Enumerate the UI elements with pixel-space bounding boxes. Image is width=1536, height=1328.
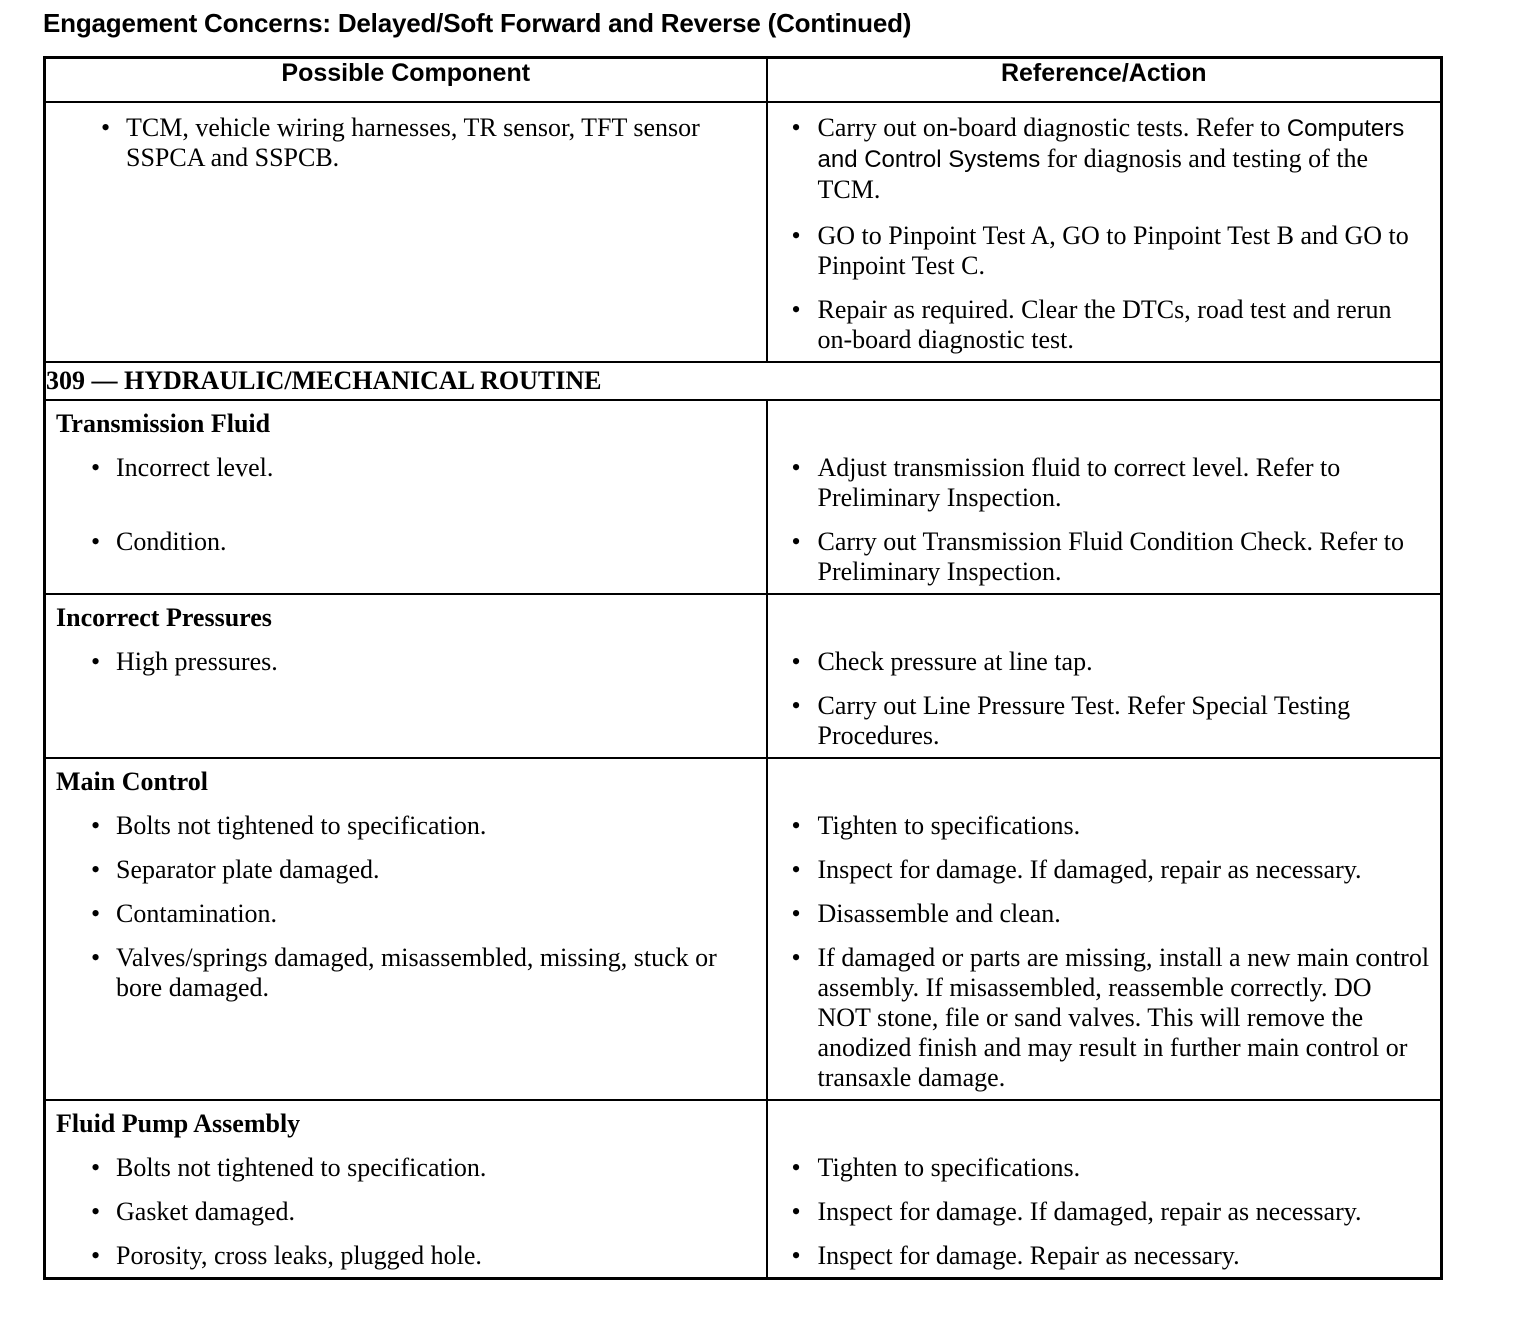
list-item: • Repair as required. Clear the DTCs, road test and rerun on-board diagnostic test. — [778, 295, 1431, 355]
list-item: • Adjust transmission fluid to correct level. Refer to Preliminary Inspection. — [778, 453, 1431, 513]
list-item — [778, 113, 1431, 205]
diagnosis-table — [43, 56, 1443, 1280]
reference-link: Computers and Control Systems — [817, 115, 1405, 173]
list-item: • High pressures. — [46, 647, 756, 677]
list-item: • GO to Pinpoint Test A, GO to Pinpoint Test B and GO to Pinpoint Test C. — [778, 221, 1431, 281]
list-item: • Gasket damaged. — [46, 1197, 756, 1227]
component-cell — [45, 758, 767, 1100]
section-title: Incorrect Pressures — [56, 603, 272, 632]
list-item: • TCM, vehicle wiring harnesses, TR sensor, TFT sensor SSPCA and SSPCB. — [56, 113, 756, 173]
list-item: • Valves/springs damaged, misassembled, missing, stuck or bore damaged. — [46, 943, 756, 1003]
component-cell — [45, 594, 767, 758]
list-item: • Inspect for damage. If damaged, repair as necessary. — [778, 1197, 1431, 1227]
list-item: • Separator plate damaged. — [46, 855, 756, 885]
list-item: • If damaged or parts are missing, install a new main control assembly. If misassembled, reassemble correctly. DO NOT stone, file or sand valves. This will remove the anodized finish and may result in further main control or transaxle damage. — [778, 943, 1431, 1093]
component-cell — [45, 1100, 767, 1279]
section-banner-row — [45, 362, 1442, 400]
section-title: Main Control — [56, 767, 208, 796]
action-cell — [767, 400, 1442, 594]
list-item: • Porosity, cross leaks, plugged hole. — [46, 1241, 756, 1271]
list-item: • Bolts not tightened to specification. — [46, 811, 756, 841]
list-item: • Tighten to specifications. — [778, 811, 1431, 841]
section-banner: 309 — HYDRAULIC/MECHANICAL ROUTINE — [45, 362, 1442, 400]
list-item: • Inspect for damage. If damaged, repair as necessary. — [778, 855, 1431, 885]
section-row — [45, 594, 1442, 758]
action-text: for diagnosis and testing of the TCM. — [817, 144, 1369, 204]
action-text: Carry out on-board diagnostic tests. Refer to — [817, 113, 1281, 142]
list-item: • Incorrect level. — [46, 453, 756, 483]
list-item: • Carry out Transmission Fluid Condition Check. Refer to Preliminary Inspection. — [778, 527, 1431, 587]
section-row — [45, 400, 1442, 594]
page-title: Engagement Concerns: Delayed/Soft Forward and Reverse (Continued) — [43, 8, 912, 38]
action-cell — [767, 758, 1442, 1100]
header-possible-component: Possible Component — [45, 58, 767, 103]
list-item: • Disassemble and clean. — [778, 899, 1431, 929]
list-item: • Check pressure at line tap. — [778, 647, 1431, 677]
component-cell — [45, 102, 767, 362]
list-item: • Carry out Line Pressure Test. Refer Special Testing Procedures. — [778, 691, 1431, 751]
list-item: • Inspect for damage. Repair as necessary. — [778, 1241, 1431, 1271]
section-row — [45, 1100, 1442, 1279]
action-cell — [767, 102, 1442, 362]
section-title: Fluid Pump Assembly — [56, 1109, 301, 1138]
list-item: • Tighten to specifications. — [778, 1153, 1431, 1183]
header-reference-action: Reference/Action — [767, 58, 1442, 103]
list-item: • Condition. — [46, 527, 756, 557]
header-row — [45, 58, 1442, 103]
component-cell — [45, 400, 767, 594]
action-cell — [767, 1100, 1442, 1279]
list-item: • Bolts not tightened to specification. — [46, 1153, 756, 1183]
section-row — [45, 758, 1442, 1100]
section-title: Transmission Fluid — [56, 409, 271, 438]
action-cell — [767, 594, 1442, 758]
table-row — [45, 102, 1442, 362]
list-item: • Contamination. — [46, 899, 756, 929]
